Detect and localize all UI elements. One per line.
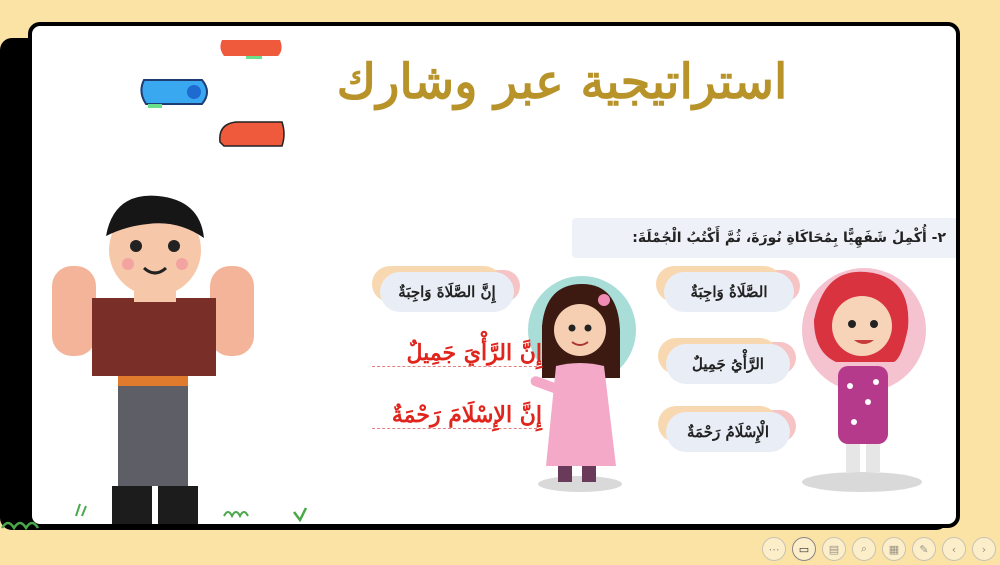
pen-icon[interactable]: ✎ — [912, 537, 936, 561]
zoom-icon[interactable]: ⌕ — [852, 537, 876, 561]
answer-text: إِنَّ الإِسْلَامَ رَحْمَةٌ — [372, 402, 542, 429]
grass-decoration — [72, 502, 92, 518]
speech-bubble-icon — [138, 76, 210, 112]
video-icon[interactable]: ▭ — [792, 537, 816, 561]
instruction-banner: ٢- أُكْمِلُ شَفَهِيًّا بِمُحَاكَاةِ نُورَةَ، ثُمَّ أَكْتُبُ الْجُمْلَةَ: — [572, 218, 960, 258]
cloud-bubble: الصَّلَاةُ وَاجِبَةٌ — [664, 272, 794, 312]
boy-illustration — [48, 186, 258, 526]
grid-icon[interactable]: ▦ — [882, 537, 906, 561]
cloud-bubble: الرَّأْيُ جَمِيلٌ — [666, 344, 790, 384]
grass-decoration — [290, 506, 310, 522]
more-icon[interactable]: ⋯ — [762, 537, 786, 561]
cloud-bubble: إِنَّ الصَّلَاةَ وَاجِبَةٌ — [380, 272, 514, 312]
speech-bubble-icon — [216, 36, 286, 62]
next-icon[interactable]: › — [972, 537, 996, 561]
grass-decoration — [0, 514, 44, 534]
girl-red-hair-illustration — [784, 262, 954, 494]
player-controls — [762, 537, 996, 561]
prev-icon[interactable]: ‹ — [942, 537, 966, 561]
subtitles-icon[interactable]: ▤ — [822, 537, 846, 561]
grass-decoration — [222, 506, 256, 522]
cloud-bubble: الْإِسْلَامُ رَحْمَةٌ — [666, 412, 790, 452]
answer-text: إِنَّ الرَّأْيَ جَمِيلٌ — [372, 340, 542, 367]
speech-bubble-icon — [216, 116, 288, 150]
girl-pink-dress-illustration — [520, 270, 650, 498]
slide-card — [28, 22, 960, 528]
page-title: استراتيجية عبر وشارك — [336, 54, 788, 110]
